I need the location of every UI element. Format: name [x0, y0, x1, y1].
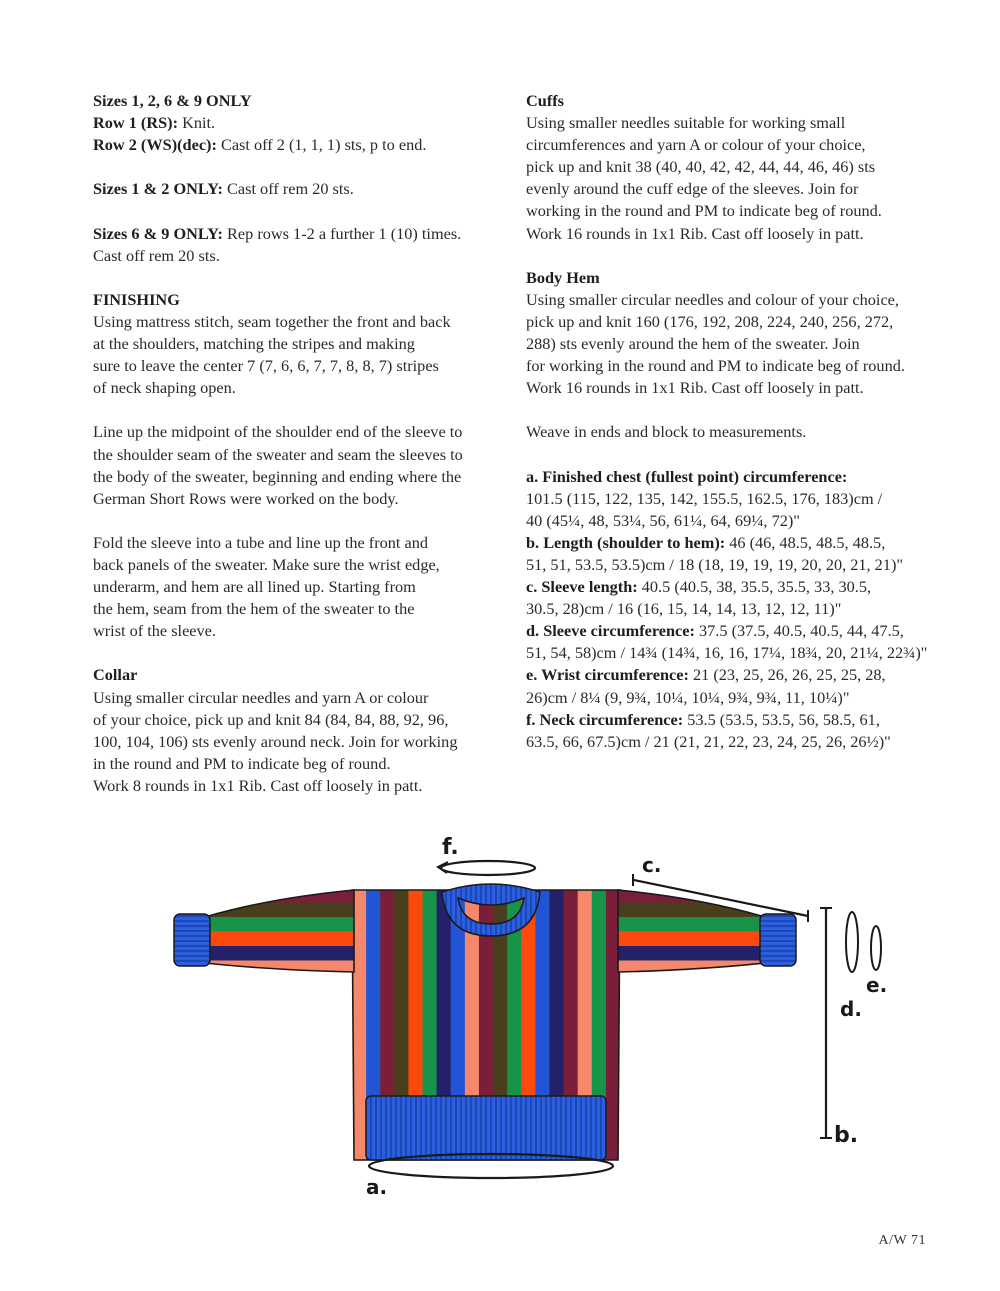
right-sleeve [615, 888, 770, 976]
right-text-line [526, 642, 946, 664]
body-text: Cast off rem 20 sts. [222, 179, 354, 199]
sleeve-band [200, 946, 355, 961]
left-text-line [93, 576, 503, 598]
body-text: Work 8 rounds in 1x1 Rib. Cast off loosely in patt. [93, 775, 423, 795]
body-text: circumferences and yarn A or colour of your choice, [526, 135, 866, 155]
right-text-line [526, 664, 946, 686]
label-e: e. [866, 973, 888, 997]
left-text-line [93, 731, 503, 753]
bold-label: a. Finished chest (fullest point) circumference: [526, 466, 848, 486]
right-text-line [526, 245, 946, 267]
right-column [526, 90, 946, 753]
body-text: evenly around the cuff edge of the sleeves. Join for [526, 179, 859, 199]
sleeve-band [615, 917, 770, 932]
left-text-line [93, 444, 503, 466]
right-text-line [526, 178, 946, 200]
label-c: c. [642, 853, 662, 877]
bold-label: e. Wrist circumference: [526, 665, 689, 685]
body-text: Fold the sleeve into a tube and line up the front and [93, 532, 429, 552]
left-text-line [93, 112, 503, 134]
body-text: Using smaller circular needles and yarn A or colour [93, 687, 429, 707]
body-text: Work 16 rounds in 1x1 Rib. Cast off loosely in patt. [526, 378, 864, 398]
right-text-line [526, 289, 946, 311]
body-text: Rep rows 1-2 a further 1 (10) times. [222, 223, 462, 243]
body-text: Using smaller needles suitable for working small [526, 113, 846, 133]
body-text: the hem, seam from the hem of the sweater to the [93, 599, 415, 619]
right-text-line [526, 709, 946, 731]
sweater-diagram [160, 820, 900, 1210]
body-text: 21 (23, 25, 26, 26, 25, 25, 28, [688, 665, 886, 685]
right-text-line [526, 112, 946, 134]
body-text: 53.5 (53.5, 53.5, 56, 58.5, 61, [683, 709, 880, 729]
left-text-line [93, 355, 503, 377]
measure-f [438, 835, 535, 875]
bold-label: Body Hem [526, 267, 600, 287]
right-cuff [760, 914, 796, 966]
body-text: for working in the round and PM to indicate beg of round. [526, 356, 905, 376]
body-text: Cast off 2 (1, 1, 1) sts, p to end. [216, 135, 427, 155]
body-text: underarm, and hem are all lined up. Starting from [93, 577, 416, 597]
body-text: 30.5, 28)cm / 16 (16, 15, 14, 14, 13, 12, 12, 11)" [526, 599, 842, 619]
body-text: sure to leave the center 7 (7, 6, 6, 7, 7, 8, 8, 7) stripes [93, 356, 439, 376]
body-text: Using smaller circular needles and colour of your choice, [526, 289, 899, 309]
left-text-line [93, 466, 503, 488]
left-text-line [93, 687, 503, 709]
label-d: d. [840, 997, 862, 1021]
right-text-line [526, 355, 946, 377]
sleeve-band [615, 946, 770, 961]
body-text: 288) sts evenly around the hem of the sweater. Join [526, 334, 860, 354]
bold-label: Sizes 1 & 2 ONLY: [93, 179, 223, 199]
sleeve-band [615, 961, 770, 976]
bold-label: Row 1 (RS): [93, 113, 179, 133]
right-text-line [526, 532, 946, 554]
sleeve-band [615, 903, 770, 918]
body-text: Line up the midpoint of the shoulder end of the sleeve to [93, 422, 463, 442]
right-text-line [526, 377, 946, 399]
right-text-line [526, 90, 946, 112]
measure-d [840, 912, 862, 1021]
measure-e [866, 926, 887, 997]
left-column [93, 90, 503, 797]
right-text-line [526, 598, 946, 620]
right-text-line [526, 466, 946, 488]
sleeve-band [615, 932, 770, 947]
right-text-line [526, 444, 946, 466]
right-text-line [526, 620, 946, 642]
right-text-line [526, 267, 946, 289]
bold-label: Sizes 1, 2, 6 & 9 ONLY [93, 91, 252, 110]
left-text-line [93, 488, 503, 510]
right-text-line [526, 399, 946, 421]
body-text: 101.5 (115, 122, 135, 142, 155.5, 162.5, 176, 183)cm / [526, 488, 883, 508]
body-text: wrist of the sleeve. [93, 621, 216, 641]
left-text-line [93, 399, 503, 421]
bold-label: b. Length (shoulder to hem): [526, 532, 726, 552]
left-text-line [93, 289, 503, 311]
left-text-line [93, 620, 503, 642]
body-hem-rib [366, 1096, 606, 1160]
right-text-line [526, 200, 946, 222]
right-text-line [526, 554, 946, 576]
sleeve-band [200, 903, 355, 918]
left-text-line [93, 510, 503, 532]
left-text-line [93, 642, 503, 664]
left-text-line [93, 90, 503, 112]
bold-label: FINISHING [93, 289, 180, 309]
left-text-line [93, 156, 503, 178]
bold-label: d. Sleeve circumference: [526, 621, 695, 641]
left-text-line [93, 333, 503, 355]
body-text: pick up and knit 38 (40, 40, 42, 42, 44, 44, 46, 46) sts [526, 157, 876, 177]
left-text-line [93, 134, 503, 156]
left-text-line [93, 532, 503, 554]
body-text: 51, 51, 53.5, 53.5)cm / 18 (18, 19, 19, 19, 20, 20, 21, 21)" [526, 554, 904, 574]
left-text-line [93, 598, 503, 620]
left-text-line [93, 178, 503, 200]
right-text-line [526, 156, 946, 178]
body-text: in the round and PM to indicate beg of round. [93, 753, 391, 773]
right-text-line [526, 333, 946, 355]
body-text: 51, 54, 58)cm / 14¾ (14¾, 16, 16, 17¼, 18¾, 20, 21¼, 22¾)" [526, 643, 928, 663]
bold-label: Row 2 (WS)(dec): [93, 135, 217, 155]
right-text-line [526, 510, 946, 532]
body-text: back panels of the sweater. Make sure the wrist edge, [93, 554, 440, 574]
left-text-line [93, 267, 503, 289]
left-text-line [93, 245, 503, 267]
left-sleeve [200, 888, 355, 976]
body-text: working in the round and PM to indicate beg of round. [526, 201, 882, 221]
label-f: f. [442, 835, 459, 860]
body-text: 46 (46, 48.5, 48.5, 48.5, [725, 532, 886, 552]
bold-label: c. Sleeve length: [526, 577, 638, 597]
left-cuff [174, 914, 210, 966]
body-text: Work 16 rounds in 1x1 Rib. Cast off loosely in patt. [526, 223, 864, 243]
measure-b [820, 908, 858, 1148]
right-text-line [526, 223, 946, 245]
left-text-line [93, 753, 503, 775]
body-text: Knit. [178, 113, 216, 133]
label-a: a. [366, 1175, 388, 1199]
bold-label: Cuffs [526, 91, 564, 110]
right-text-line [526, 731, 946, 753]
left-text-line [93, 709, 503, 731]
body-text: 26)cm / 8¼ (9, 9¾, 10¼, 10¼, 9¾, 9¾, 11, 10¼)" [526, 687, 850, 707]
right-text-line [526, 421, 946, 443]
bold-label: Sizes 6 & 9 ONLY: [93, 223, 223, 243]
body-text: 63.5, 66, 67.5)cm / 21 (21, 21, 22, 23, 24, 25, 26, 26½)" [526, 731, 891, 751]
body-text: the body of the sweater, beginning and ending where the [93, 466, 462, 486]
body-text: pick up and knit 160 (176, 192, 208, 224, 240, 256, 272, [526, 311, 894, 331]
sleeve-band [200, 961, 355, 976]
right-text-line [526, 488, 946, 510]
body-text: at the shoulders, matching the stripes and making [93, 334, 415, 354]
left-text-line [93, 421, 503, 443]
label-b: b. [834, 1123, 859, 1148]
body-text: the shoulder seam of the sweater and seam the sleeves to [93, 444, 463, 464]
sleeve-band [200, 932, 355, 947]
body-text: Weave in ends and block to measurements. [526, 422, 807, 442]
body-text: of your choice, pick up and knit 84 (84, 84, 88, 92, 96, [93, 709, 449, 729]
right-text-line [526, 311, 946, 333]
bold-label: Collar [93, 665, 138, 685]
bold-label: f. Neck circumference: [526, 709, 684, 729]
body-text: 40.5 (40.5, 38, 35.5, 35.5, 33, 30.5, [637, 577, 872, 597]
right-text-line [526, 134, 946, 156]
left-text-line [93, 664, 503, 686]
right-text-line [526, 576, 946, 598]
body-text: 37.5 (37.5, 40.5, 40.5, 44, 47.5, [694, 621, 904, 641]
left-text-line [93, 554, 503, 576]
left-text-line [93, 223, 503, 245]
right-text-line [526, 687, 946, 709]
left-text-line [93, 377, 503, 399]
body-text: 100, 104, 106) sts evenly around neck. Join for working [93, 731, 458, 751]
left-text-line [93, 200, 503, 222]
body-text: 40 (45¼, 48, 53¼, 56, 61¼, 64, 69¼, 72)" [526, 510, 800, 530]
body-text: German Short Rows were worked on the body. [93, 488, 399, 508]
left-text-line [93, 311, 503, 333]
sleeve-band [200, 917, 355, 932]
body-text: Using mattress stitch, seam together the front and back [93, 311, 451, 331]
left-text-line [93, 775, 503, 797]
body-text: Cast off rem 20 sts. [93, 245, 220, 265]
body-text: of neck shaping open. [93, 378, 236, 398]
page-folio: A/W 71 [878, 1233, 926, 1248]
